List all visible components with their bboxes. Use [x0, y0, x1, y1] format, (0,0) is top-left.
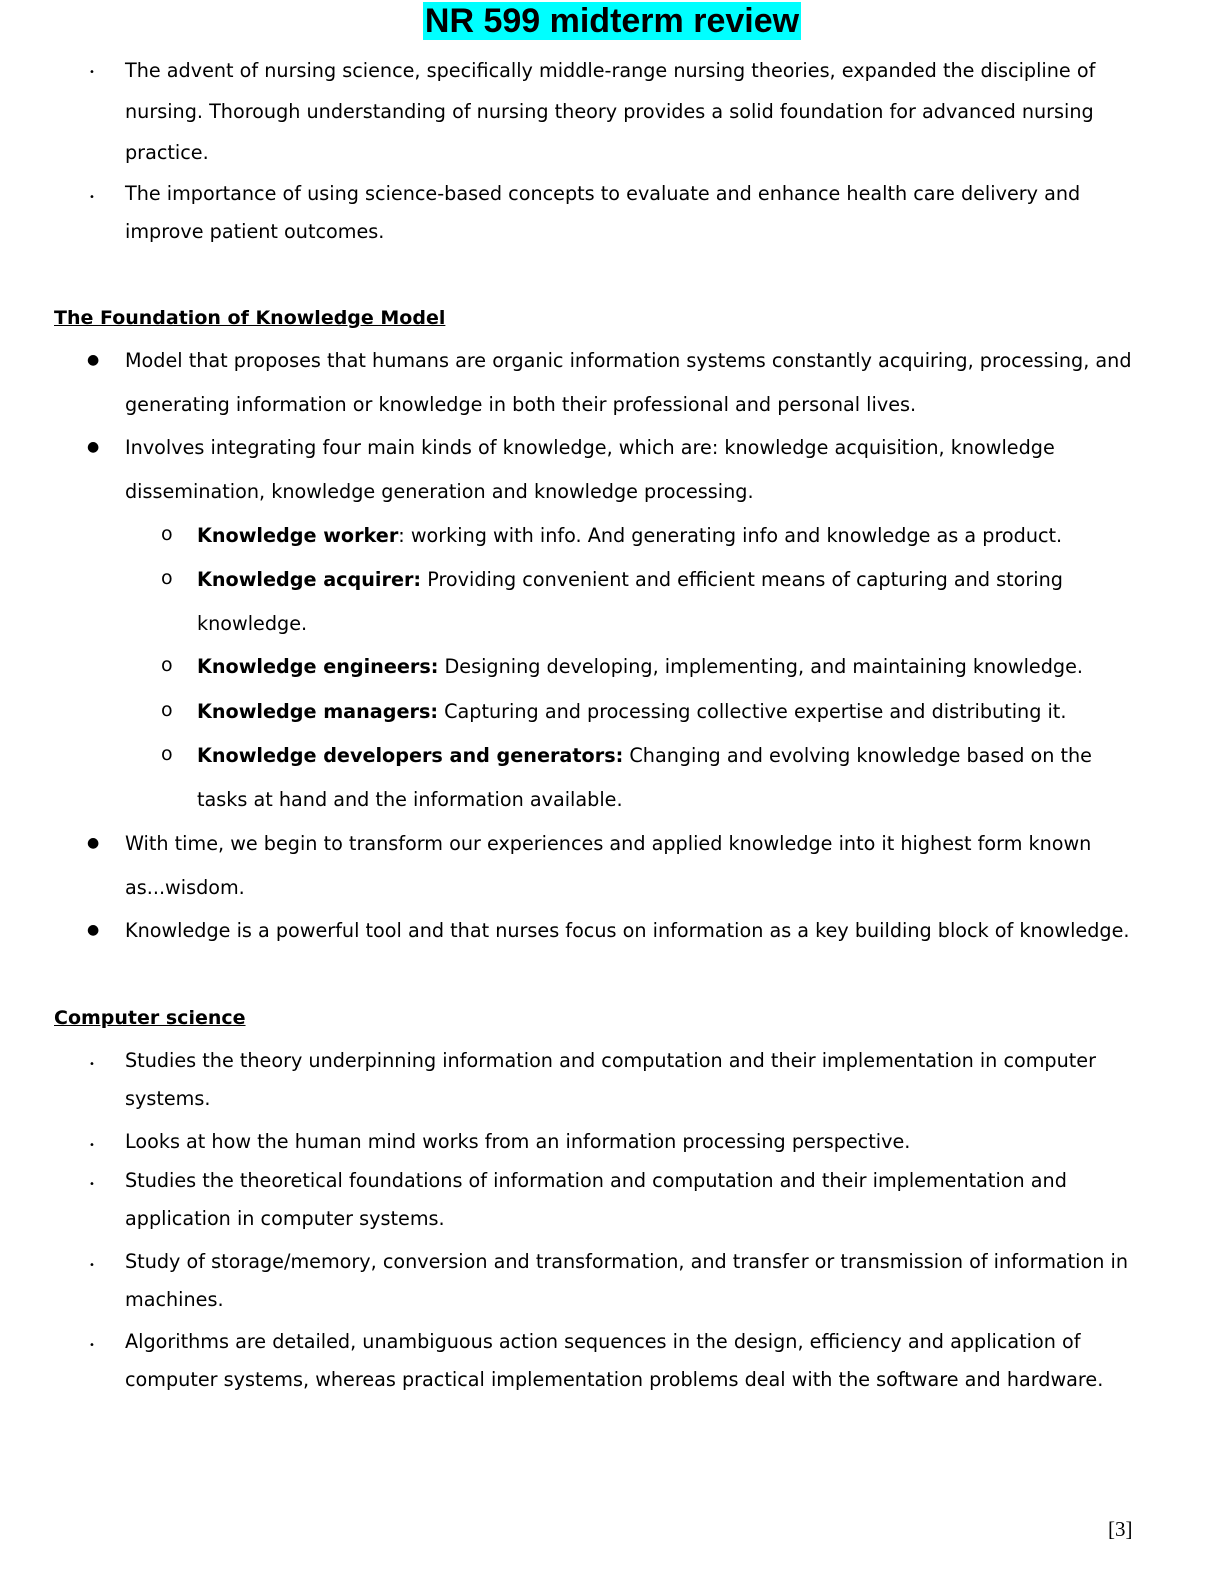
page-title: NR 599 midterm review: [424, 2, 800, 40]
bullet-icon: •: [89, 1140, 95, 1151]
title-wrapper: [0, 2, 1224, 40]
bullet-icon: •: [89, 67, 95, 78]
list-item-text: Knowledge is a powerful tool and that nurses focus on information as a key building block of knowledge.: [125, 919, 1130, 942]
bullet-icon: ●: [87, 835, 100, 851]
list-item-text: Looks at how the human mind works from an information processing perspective.: [125, 1130, 911, 1153]
circle-bullet-icon: o: [161, 743, 173, 765]
list-item-text: With time, we begin to transform our experiences and applied knowledge into it highest form known as...wisdom.: [125, 832, 1092, 899]
circle-bullet-icon: o: [161, 654, 173, 676]
bullet-icon: ●: [87, 922, 100, 938]
term-description: Capturing and processing collective expertise and distributing it.: [438, 700, 1067, 723]
term-label: Knowledge engineers:: [197, 655, 439, 678]
bullet-icon: •: [89, 1179, 95, 1190]
term-label: Knowledge developers and generators:: [197, 744, 624, 767]
circle-bullet-icon: o: [161, 523, 173, 545]
list-item-text: Studies the theory underpinning information and computation and their implementation in computer systems.: [125, 1049, 1096, 1110]
list-item-text: Algorithms are detailed, unambiguous action sequences in the design, efficiency and application of computer systems, whereas practical implementation problems deal with the software and hardware.: [125, 1330, 1104, 1391]
circle-bullet-icon: o: [161, 567, 173, 589]
term-description: Changing and evolving knowledge based on the tasks at hand and the information available.: [197, 744, 1092, 811]
sub-list-item-text: [197, 645, 1127, 689]
bullet-icon: ●: [87, 439, 100, 455]
term-label: Knowledge acquirer:: [197, 568, 422, 591]
section-heading-foundation: The Foundation of Knowledge Model: [54, 307, 446, 329]
section-heading-computer-science: Computer science: [54, 1007, 246, 1029]
term-label: Knowledge worker: [197, 524, 399, 547]
bullet-icon: •: [89, 1340, 95, 1351]
list-item-text: The importance of using science-based concepts to evaluate and enhance health care delivery and improve patient outcomes.: [125, 182, 1081, 243]
term-colon: :: [398, 524, 405, 547]
list-item-text: The advent of nursing science, specifically middle-range nursing theories, expanded the discipline of nursing. Thorough understanding of nursing theory provides a solid foundation for advanced nursing practice.: [125, 59, 1096, 164]
sub-list-item-text: [197, 558, 1127, 646]
term-description: Providing convenient and efficient means of capturing and storing knowledge.: [197, 568, 1063, 635]
sub-list-item-text: [197, 690, 1127, 734]
bullet-icon: ●: [87, 352, 100, 368]
page-number: [3]: [1108, 1517, 1133, 1541]
bullet-icon: •: [89, 1059, 95, 1070]
term-description: working with info. And generating info and knowledge as a product.: [404, 524, 1063, 547]
bullet-icon: •: [89, 192, 95, 203]
circle-bullet-icon: o: [161, 699, 173, 721]
term-description: Designing developing, implementing, and maintaining knowledge.: [438, 655, 1083, 678]
bullet-icon: •: [89, 1260, 95, 1271]
list-item-text: Study of storage/memory, conversion and transformation, and transfer or transmission of information in machines.: [125, 1250, 1129, 1311]
list-item-text: Studies the theoretical foundations of information and computation and their implementation and application in computer systems.: [125, 1169, 1067, 1230]
term-label: Knowledge managers:: [197, 700, 439, 723]
sub-list-item-text: [197, 734, 1127, 822]
sub-list-item-text: [197, 514, 1127, 558]
list-item-text: Involves integrating four main kinds of knowledge, which are: knowledge acquisition, knowledge dissemination, knowledge generation and knowledge processing.: [125, 436, 1055, 503]
list-item-text: Model that proposes that humans are organic information systems constantly acquiring, processing, and generating information or knowledge in both their professional and personal lives.: [125, 349, 1132, 416]
